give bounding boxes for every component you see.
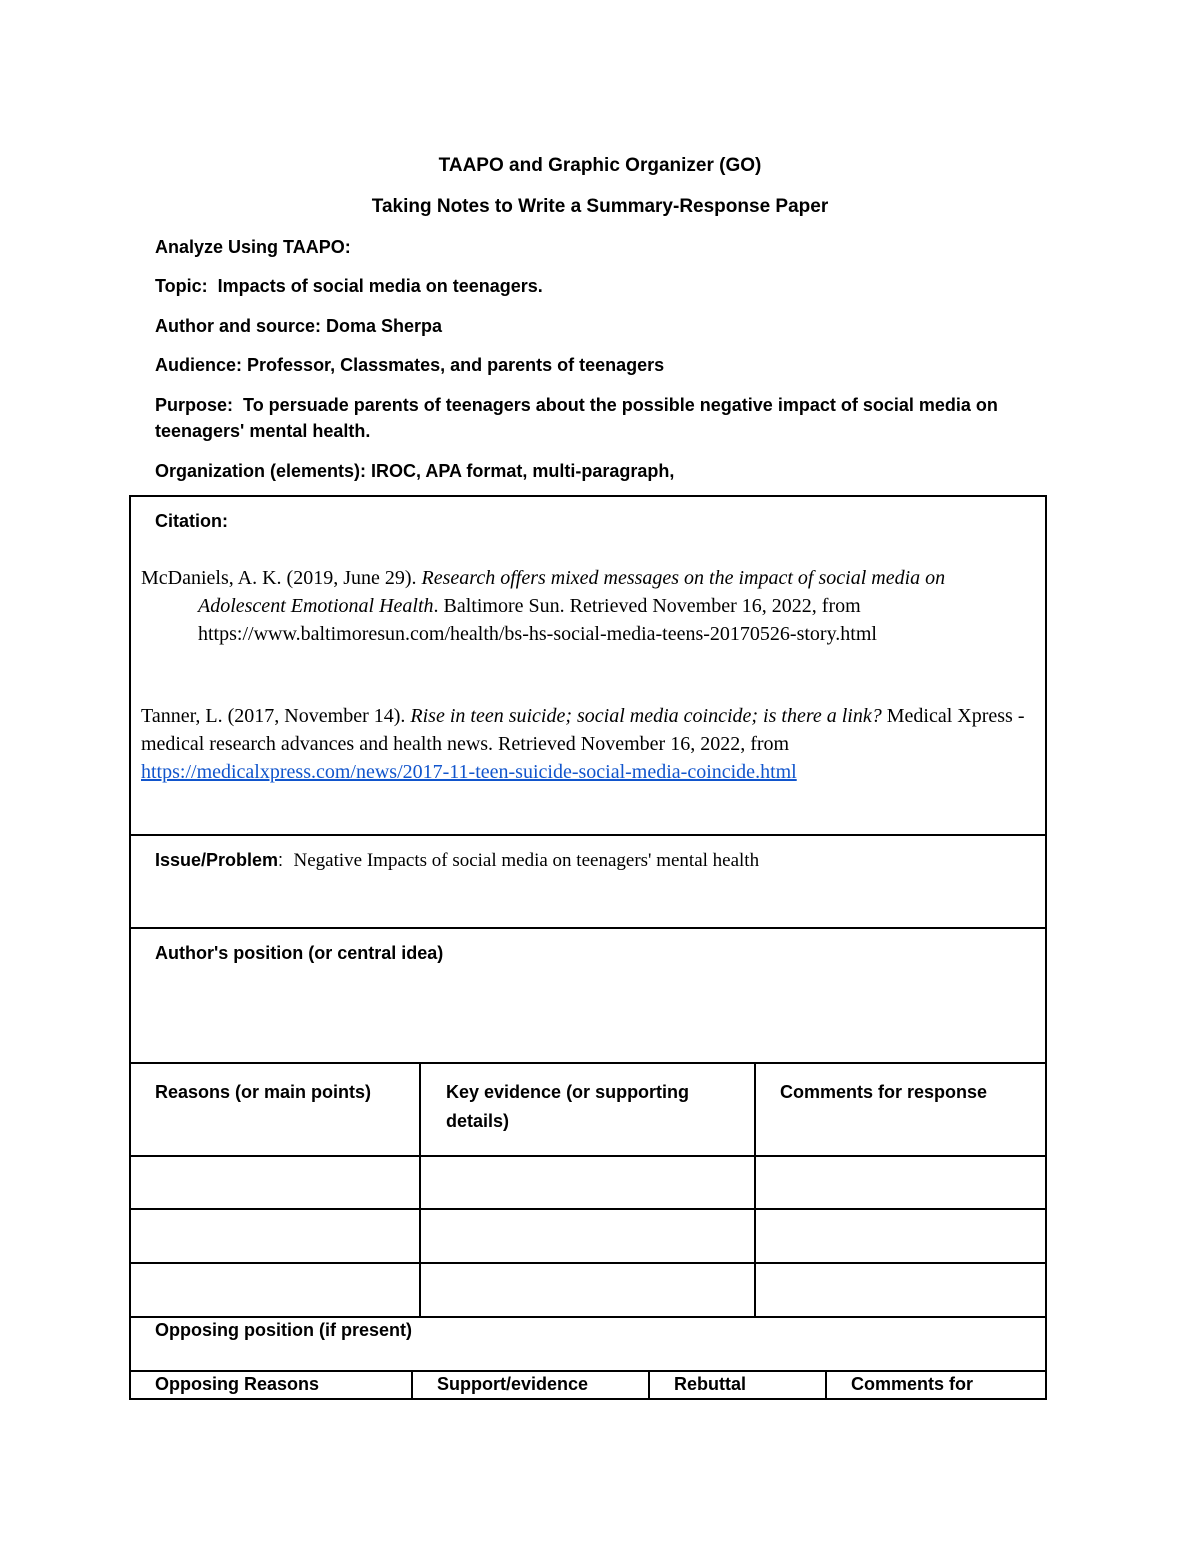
audience-label: Audience:	[155, 355, 243, 375]
organization-value: IROC, APA format, multi-paragraph,	[371, 461, 675, 481]
purpose-label: Purpose:	[155, 395, 234, 415]
issue-row: Issue/Problem: Negative Impacts of social media on teenagers' mental health	[155, 850, 760, 871]
opp-header-rebuttal: Rebuttal	[674, 1374, 746, 1394]
divider-main-header	[129, 1155, 1047, 1157]
organization-label: Organization (elements):	[155, 461, 367, 481]
ref1-rest: . Baltimore Sun. Retrieved November 16, 2022, from https://www.baltimoresun.com/health/bs-hs-social-media-teens-20170526-story.html	[198, 595, 877, 645]
ref2-authors: Tanner, L. (2017, November 14).	[141, 705, 406, 727]
divider-row-2	[129, 1262, 1047, 1264]
author-position-label: Author's position (or central idea)	[155, 943, 444, 963]
issue-label: Issue/Problem	[155, 850, 279, 870]
purpose-value: To persuade parents of teenagers about the possible negative impact of social media on teenagers' mental health.	[155, 395, 998, 441]
ref1-authors: McDaniels, A. K. (2019, June 29).	[141, 567, 417, 589]
purpose-line	[155, 392, 1055, 444]
divider-citation	[129, 834, 1047, 836]
ref2-rest: Medical Xpress - medical research advances and health news. Retrieved November 16, 2022, from	[141, 705, 1025, 755]
audience-line	[155, 352, 1055, 378]
topic-label: Topic:	[155, 276, 208, 296]
opp-col-divider-3	[825, 1370, 827, 1400]
citation-ref-2	[141, 702, 1031, 786]
main-col-divider-1	[419, 1062, 421, 1318]
divider-row-3	[129, 1316, 1047, 1318]
author-label: Author and source:	[155, 316, 322, 336]
ref2-title: Rise in teen suicide; social media coincide; is there a link?	[410, 705, 882, 727]
opp-col-divider-2	[648, 1370, 650, 1400]
main-col-divider-2	[754, 1062, 756, 1318]
opp-header-comments: Comments for	[851, 1374, 974, 1394]
opp-header-reasons: Opposing Reasons	[155, 1374, 320, 1394]
citation-label: Citation:	[155, 511, 228, 531]
header-comments: Comments for response	[780, 1082, 988, 1102]
table-border-right	[1045, 495, 1047, 1400]
opp-header-support: Support/evidence	[437, 1374, 589, 1394]
page-subtitle: Taking Notes to Write a Summary-Response Paper	[371, 196, 829, 217]
ref2-link[interactable]: https://medicalxpress.com/news/2017-11-teen-suicide-social-media-coincide.html	[141, 761, 797, 783]
page-title: TAAPO and Graphic Organizer (GO)	[438, 155, 762, 176]
analyze-heading: Analyze Using TAAPO:	[155, 237, 351, 257]
opp-col-divider-1	[411, 1370, 413, 1400]
table-border-bottom	[129, 1398, 1047, 1400]
topic-line	[155, 273, 1055, 299]
table-border-left	[129, 495, 131, 1400]
citation-ref-1	[141, 564, 1031, 648]
header-key-evidence: Key evidence (or supporting details)	[446, 1082, 690, 1131]
issue-value: Negative Impacts of social media on teenagers' mental health	[293, 850, 760, 871]
divider-issue	[129, 927, 1047, 929]
author-value: Doma Sherpa	[326, 316, 443, 336]
header-reasons: Reasons (or main points)	[155, 1082, 372, 1102]
table-border-top	[129, 495, 1047, 497]
divider-opposing	[129, 1370, 1047, 1372]
organization-line	[155, 458, 1055, 484]
author-line	[155, 313, 1055, 339]
divider-position	[129, 1062, 1047, 1064]
divider-row-1	[129, 1208, 1047, 1210]
topic-value: Impacts of social media on teenagers.	[217, 276, 543, 296]
audience-value: Professor, Classmates, and parents of teenagers	[247, 355, 665, 375]
ref1-title: Research offers mixed messages on the impact of social media on Adolescent Emotional Health	[198, 567, 946, 617]
opposing-position-label: Opposing position (if present)	[155, 1320, 412, 1340]
